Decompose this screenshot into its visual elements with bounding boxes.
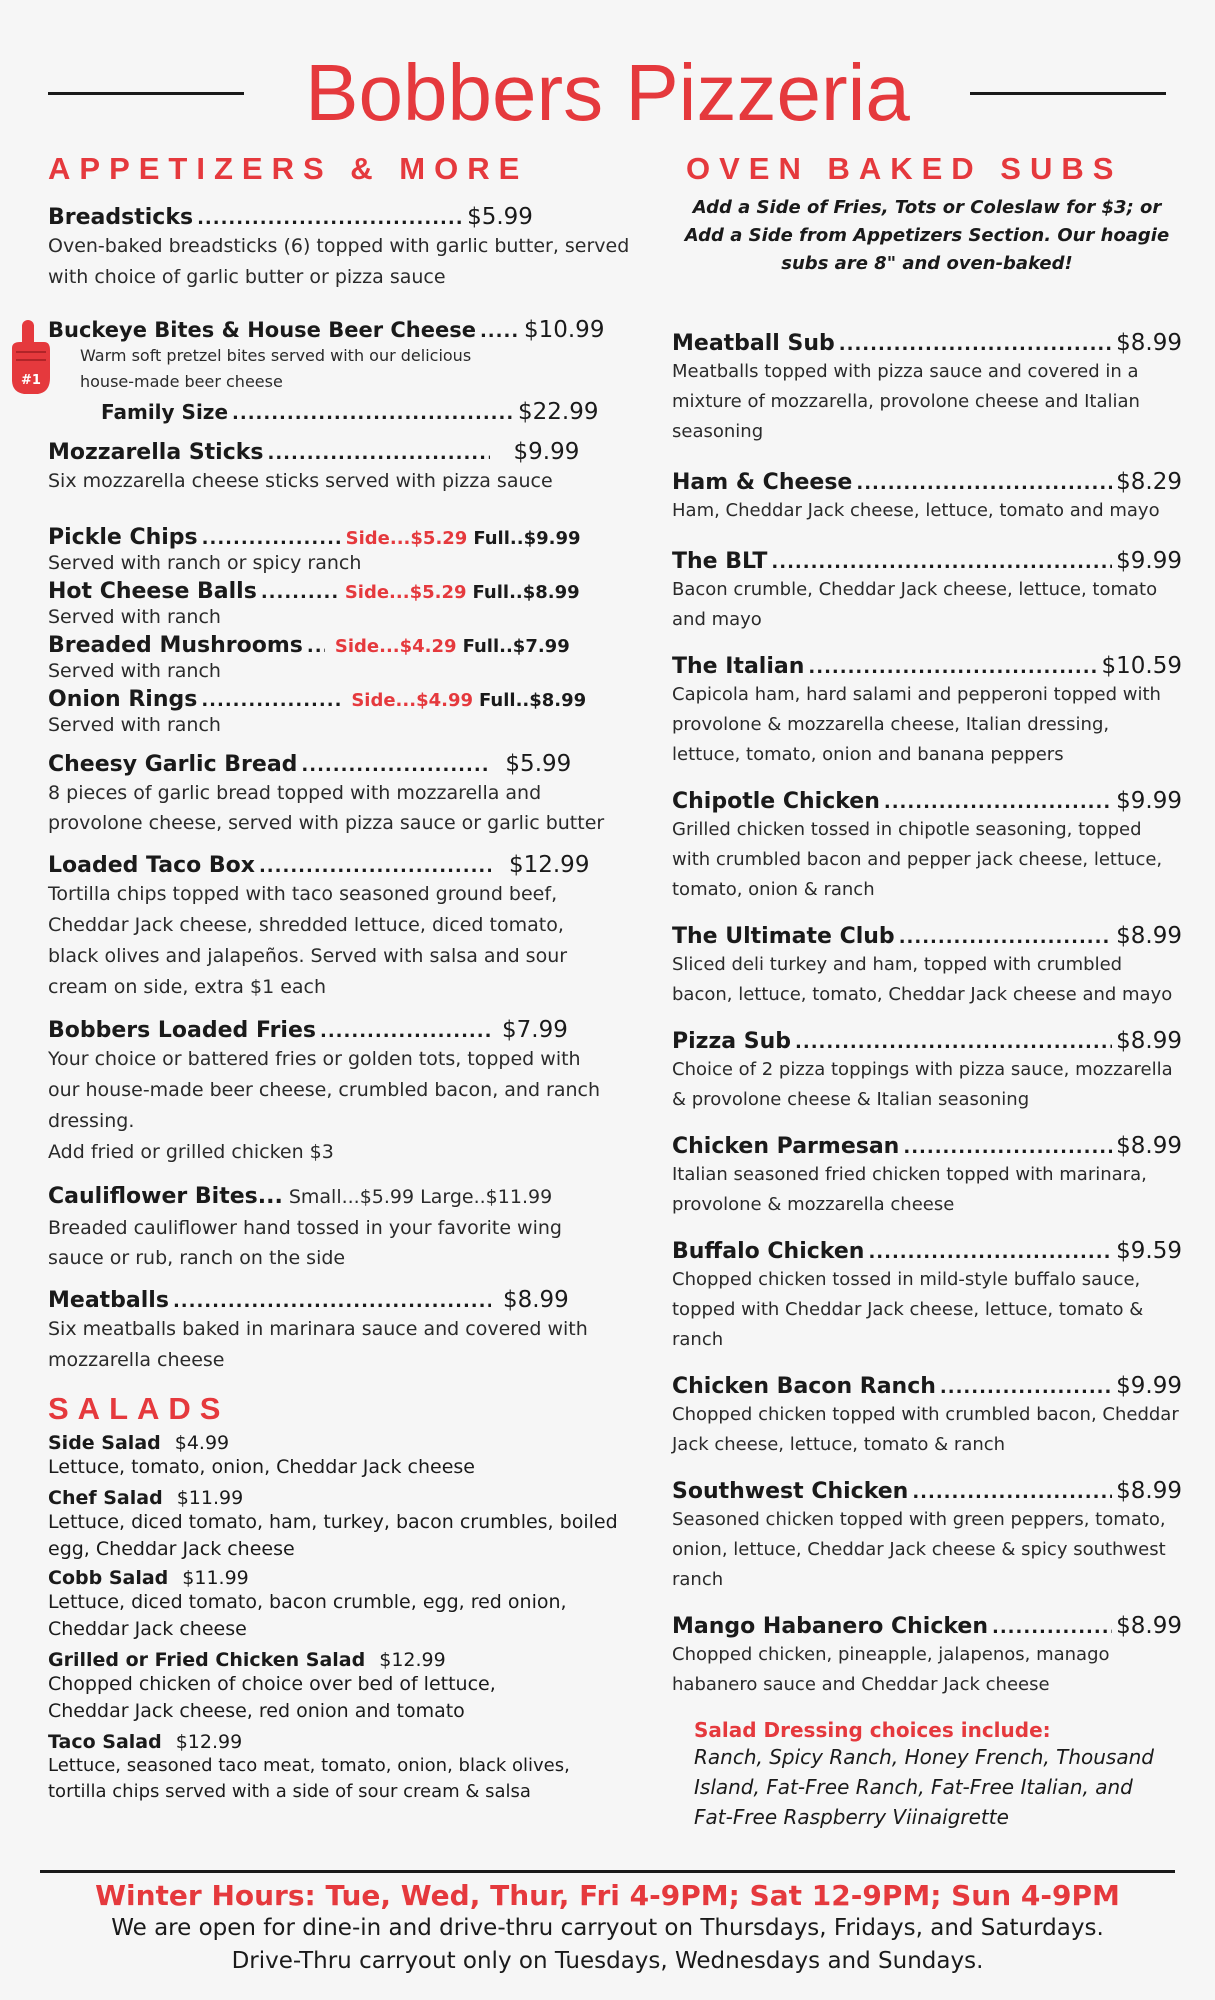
item-name: Mozzarella Sticks (48, 440, 264, 465)
salad-name: Side Salad (48, 1432, 161, 1454)
dot-leader (808, 657, 1097, 678)
sub-price: $8.99 (1116, 330, 1182, 356)
item-sizes: Small...$5.99 Large..$11.99 (288, 1186, 553, 1208)
sub-price: $8.99 (1116, 1028, 1182, 1054)
sub-name: Pizza Sub (672, 1029, 792, 1054)
item-desc: 8 pieces of garlic bread topped with mozzarella and provolone cheese, served with pizza sauce or garlic butter (48, 782, 605, 834)
item-desc: Served with ranch or spicy ranch (48, 552, 362, 574)
menu-item-breadsticks (48, 204, 633, 293)
family-size-price: $22.99 (518, 399, 599, 425)
sub-item (672, 923, 1182, 1010)
salad-list (48, 1432, 633, 1805)
sub-desc: Italian seasoned fried chicken topped with marinara, provolone & mozzarella cheese (672, 1164, 1147, 1215)
item-desc: Oven-baked breadsticks (6) topped with garlic butter, served with choice of garlic butter or pizza sauce (48, 235, 630, 288)
salad-item (48, 1731, 633, 1805)
salad-desc: Lettuce, diced tomato, bacon crumble, egg, red onion, Cheddar Jack cheese (48, 1591, 567, 1640)
sub-desc: Bacon crumble, Cheddar Jack cheese, lettuce, tomato and mayo (672, 579, 1158, 630)
salad-price: $12.99 (175, 1731, 243, 1753)
sub-desc: Ham, Cheddar Jack cheese, lettuce, tomato and mayo (672, 500, 1160, 521)
sub-name: Ham & Cheese (672, 470, 853, 495)
item-name: Bobbers Loaded Fries (48, 1018, 316, 1043)
item-desc: Warm soft pretzel bites served with our delicious house-made beer cheese (80, 346, 472, 391)
dot-leader (884, 792, 1112, 813)
sub-item (672, 1373, 1182, 1460)
open-info (0, 1912, 1215, 1978)
sub-desc: Meatballs topped with pizza sauce and covered in a mixture of mozzarella, provolone cheese and Italian seasoning (672, 361, 1140, 442)
dressing-heading: Salad Dressing choices include: (694, 1718, 1051, 1742)
dressing-box (694, 1718, 1154, 1832)
open-line-2: Drive-Thru carryout only on Tuesdays, Wednesdays and Sundays. (231, 1948, 984, 1974)
item-name: Pickle Chips (48, 525, 198, 550)
sub-price: $8.99 (1116, 1613, 1182, 1639)
sub-name: Southwest Chicken (672, 1479, 909, 1504)
appetizers-heading: APPETIZERS & MORE (48, 151, 529, 186)
sub-item (672, 1028, 1182, 1115)
item-price: $5.99 (467, 204, 533, 230)
item-name: Hot Cheese Balls (48, 579, 257, 604)
dot-leader (795, 1032, 1112, 1053)
right-column (672, 150, 1182, 1832)
winter-hours: Winter Hours: Tue, Wed, Thur, Fri 4-9PM; Sat 12-9PM; Sun 4-9PM (95, 1879, 1120, 1912)
sub-item (672, 788, 1182, 905)
family-size-label: Family Size (101, 400, 229, 424)
menu-item-breaded-mushrooms (48, 633, 633, 683)
sub-item (672, 330, 1182, 447)
menu-item-bobbers-loaded-fries (48, 1017, 633, 1168)
subs-note: Add a Side of Fries, Tots or Coleslaw for $3; or Add a Side from Appetizers Section. Our hoagie subs are 8" and oven-baked! (684, 197, 1170, 274)
sub-name: Meatball Sub (672, 331, 835, 356)
dot-leader (912, 1482, 1112, 1503)
sub-price: $8.99 (1116, 923, 1182, 949)
sub-item (672, 1613, 1182, 1700)
full-price: Full..$8.99 (472, 582, 580, 603)
sub-desc: Grilled chicken tossed in chipotle seasoning, topped with crumbled bacon and pepper jack cheese, lettuce, tomato, onion & ranch (672, 819, 1163, 900)
dot-leader (940, 1377, 1112, 1398)
dot-leader (903, 1137, 1112, 1158)
side-price: Side...$4.29 (334, 636, 457, 657)
salad-name: Cobb Salad (48, 1567, 169, 1589)
item-price: $9.99 (513, 439, 580, 465)
sub-price: $8.29 (1116, 469, 1182, 495)
dot-leader (771, 552, 1112, 573)
subs-list (672, 330, 1182, 1700)
item-name: Onion Rings (48, 687, 198, 712)
item-name: Cheesy Garlic Bread (48, 752, 298, 777)
item-name: Buckeye Bites & House Beer Cheese (48, 318, 476, 342)
footer-rule (40, 1870, 1175, 1873)
item-desc: Breaded cauliflower hand tossed in your favorite wing sauce or rub, ranch on the side (48, 1217, 562, 1269)
menu-item-buckeye-bites (48, 317, 633, 425)
menu-item-pickle-chips (48, 525, 633, 575)
sub-name: Mango Habanero Chicken (672, 1614, 988, 1639)
item-price: $5.99 (505, 751, 572, 777)
item-price: $8.99 (502, 1287, 569, 1313)
salads-heading: SALADS (48, 1391, 230, 1426)
side-price: Side...$4.99 (351, 690, 474, 711)
item-name: Meatballs (48, 1288, 169, 1313)
foam-finger-icon (8, 318, 52, 408)
sub-desc: Seasoned chicken topped with green peppers, tomato, onion, lettuce, Cheddar Jack cheese & spicy southwest ranch (672, 1509, 1166, 1590)
sub-name: Chicken Bacon Ranch (672, 1374, 936, 1399)
menu-item-loaded-taco-box (48, 852, 633, 1003)
left-column (48, 150, 633, 1805)
item-desc: Your choice or battered fries or golden tots, topped with our house-made beer cheese, crumbled bacon, and ranch dressing. (48, 1048, 601, 1132)
menu-item-cauliflower-bites (48, 1182, 633, 1273)
item-desc: Served with ranch (48, 714, 221, 736)
sub-price: $9.99 (1116, 788, 1182, 814)
sub-price: $9.99 (1116, 548, 1182, 574)
menu-item-cheesy-garlic-bread (48, 751, 633, 838)
item-desc: Tortilla chips topped with taco seasoned ground beef, Cheddar Jack cheese, shredded lettuce, diced tomato, black olives and jalapeños. Served with salsa and sour cream on side, extra $1 each (48, 883, 568, 998)
menu-item-hot-cheese-balls (48, 579, 633, 629)
salad-desc: Chopped chicken of choice over bed of lettuce, Cheddar Jack cheese, red onion and tomato (48, 1673, 496, 1722)
menu-item-meatballs (48, 1287, 633, 1376)
item-name: Cauliflower Bites... (48, 1184, 283, 1209)
item-price: $10.99 (523, 317, 605, 343)
subs-heading: OVEN BAKED SUBS (686, 151, 1123, 186)
sub-item (672, 1238, 1182, 1355)
foam-finger-badge: #1 (21, 373, 41, 388)
item-price: $12.99 (508, 852, 590, 878)
item-desc: Served with ranch (48, 660, 221, 682)
side-price: Side...$5.29 (344, 582, 467, 603)
item-desc: Served with ranch (48, 606, 221, 628)
sub-item (672, 1478, 1182, 1595)
dot-leader (839, 334, 1112, 355)
dot-leader (899, 927, 1112, 948)
dot-leader (992, 1617, 1112, 1638)
menu-item-onion-rings (48, 687, 633, 737)
sub-name: The Italian (672, 654, 805, 679)
sub-name: The Ultimate Club (672, 924, 895, 949)
side-price: Side...$5.29 (345, 528, 468, 549)
dot-leader (868, 1242, 1112, 1263)
sub-desc: Chopped chicken, pineapple, jalapenos, manago habanero sauce and Cheddar Jack cheese (672, 1644, 1110, 1695)
open-line-1: We are open for dine-in and drive-thru carryout on Thursdays, Fridays, and Saturdays. (111, 1915, 1104, 1941)
dressing-list: Ranch, Spicy Ranch, Honey French, Thousand Island, Fat-Free Ranch, Fat-Free Italian, and Fat-Free Raspberry Viinaigrette (694, 1745, 1154, 1829)
sub-name: Chicken Parmesan (672, 1134, 900, 1159)
item-desc: Six mozzarella cheese sticks served with pizza sauce (48, 470, 553, 492)
sub-desc: Capicola ham, hard salami and pepperoni topped with provolone & mozzarella cheese, Italian dressing, lettuce, tomato, onion and banana peppers (672, 684, 1161, 765)
menu-item-mozzarella-sticks (48, 439, 633, 497)
salad-price: $4.99 (174, 1432, 230, 1454)
salad-name: Taco Salad (48, 1731, 162, 1753)
salad-item (48, 1487, 633, 1563)
salad-item (48, 1649, 633, 1725)
salad-price: $11.99 (182, 1567, 249, 1589)
sub-name: The BLT (672, 549, 768, 574)
salad-price: $12.99 (379, 1649, 446, 1671)
sub-desc: Chopped chicken topped with crumbled bacon, Cheddar Jack cheese, lettuce, tomato & ranch (672, 1404, 1179, 1455)
sub-item (672, 469, 1182, 526)
item-name: Breadsticks (48, 205, 194, 230)
sub-price: $8.99 (1116, 1133, 1182, 1159)
salad-name: Grilled or Fried Chicken Salad (48, 1649, 366, 1671)
salad-desc: Lettuce, tomato, onion, Cheddar Jack cheese (48, 1456, 475, 1478)
sub-desc: Chopped chicken tossed in mild-style buffalo sauce, topped with Cheddar Jack cheese, lettuce, tomato & ranch (672, 1269, 1144, 1350)
sub-price: $9.99 (1116, 1373, 1182, 1399)
full-price: Full..$7.99 (462, 636, 570, 657)
salad-price: $11.99 (176, 1487, 244, 1509)
sub-name: Buffalo Chicken (672, 1239, 865, 1264)
sub-price: $8.99 (1116, 1478, 1182, 1504)
dot-leader (856, 473, 1112, 494)
sub-item (672, 1133, 1182, 1220)
salad-name: Chef Salad (48, 1487, 163, 1509)
sub-desc: Choice of 2 pizza toppings with pizza sauce, mozzarella & provolone cheese & Italian seasoning (672, 1059, 1173, 1110)
sub-price: $10.59 (1101, 653, 1182, 679)
page-title: Bobbers Pizzeria (305, 48, 910, 137)
salad-item (48, 1432, 633, 1481)
item-name: Breaded Mushrooms (48, 633, 303, 658)
full-price: Full..$9.99 (473, 528, 581, 549)
item-desc: Six meatballs baked in marinara sauce and covered with mozzarella cheese (48, 1318, 588, 1371)
sub-price: $9.59 (1116, 1238, 1182, 1264)
item-extra: Add fried or grilled chicken $3 (48, 1141, 334, 1163)
sub-item (672, 548, 1182, 635)
salad-item (48, 1567, 633, 1643)
salad-desc: Lettuce, diced tomato, ham, turkey, bacon crumbles, boiled egg, Cheddar Jack cheese (48, 1511, 618, 1560)
sub-item (672, 653, 1182, 770)
item-price: $7.99 (502, 1017, 568, 1043)
title-rule-right (970, 92, 1166, 95)
header (0, 48, 1215, 138)
sub-desc: Sliced deli turkey and ham, topped with crumbled bacon, lettuce, tomato, Cheddar Jack cheese and mayo (672, 954, 1173, 1005)
salad-desc: Lettuce, seasoned taco meat, tomato, onion, black olives, tortilla chips served with a side of sour cream & salsa (48, 1755, 570, 1802)
full-price: Full..$8.99 (479, 690, 587, 711)
item-name: Loaded Taco Box (48, 853, 255, 878)
sub-name: Chipotle Chicken (672, 789, 880, 814)
